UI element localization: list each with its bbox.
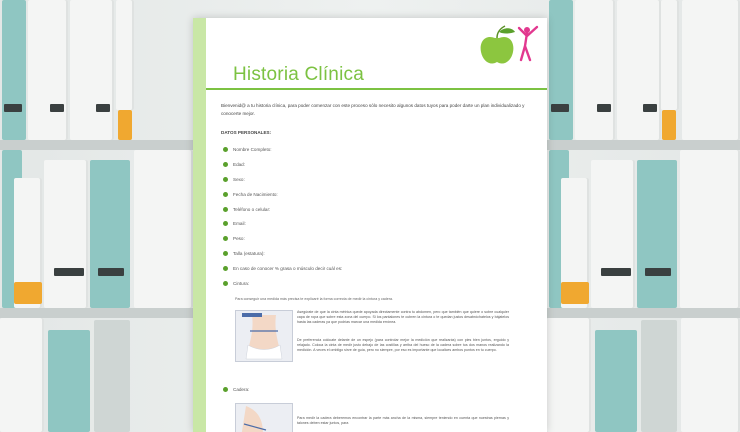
apple-figure-logo (475, 22, 545, 68)
field-label: Teléfono o celular: (233, 207, 271, 212)
hip-figure (235, 403, 293, 432)
shelf (0, 140, 193, 150)
page-accent-strip (193, 18, 206, 432)
binder (595, 330, 637, 432)
binder (591, 160, 635, 308)
title-divider (206, 88, 547, 90)
field-label: Cadera: (233, 387, 250, 392)
waist-instructions-1: Asegúrate de que la cinta métrica quede apoyada directamente contra tu abdomen, pero que también que quiere o sobre cualquier capa de ropa que sobre esta zona del cuerpo. Si los pantalones te cubren la cintura o te quedan justos desabróchatelos y bájatelos hasta las caderas ya que podrías marcar una medida errónea. (297, 310, 509, 324)
binder (549, 0, 573, 140)
binder-label (645, 268, 671, 276)
binder-label (551, 104, 569, 112)
binder (44, 160, 88, 308)
bullet-icon (223, 387, 228, 392)
binder-label (597, 104, 611, 112)
field-label: Edad: (233, 162, 246, 167)
binder (561, 282, 589, 304)
binder (641, 320, 677, 432)
binder (547, 318, 591, 432)
bullet-icon (223, 147, 228, 152)
bullet-icon (223, 236, 228, 241)
bullet-icon (223, 221, 228, 226)
bullet-icon (223, 192, 228, 197)
bullet-icon (223, 281, 228, 286)
binder (662, 110, 676, 140)
binder (94, 320, 130, 432)
measurement-intro: Para conseguir una medida más precisa te explicaré la forma correcta de medir la cintura y cadera. (235, 297, 394, 301)
shelf (547, 308, 740, 318)
bullet-icon (223, 162, 228, 167)
field-label: En caso de conocer % grasa o músculo decir cuál es: (233, 266, 343, 271)
hip-illustration (236, 404, 292, 432)
shelf (547, 140, 740, 150)
section-heading: DATOS PERSONALES: (221, 130, 272, 135)
intro-text: Bienvenid@ a tu historia clínica, para poder comenzar con este proceso sólo necesito algunos datos tuyos para poder darte un plan individualizado y conocerte mejor. (221, 103, 525, 116)
binder (90, 160, 130, 308)
binder-label (96, 104, 110, 112)
binder (116, 0, 134, 110)
binder (682, 0, 740, 140)
clinical-history-page (193, 18, 547, 432)
figure-tag (242, 313, 262, 317)
binder-label (643, 104, 657, 112)
binder (70, 0, 114, 140)
binder (134, 150, 193, 308)
waist-illustration (236, 311, 292, 361)
field-label: Fecha de Nacimiento: (233, 192, 278, 197)
binder (14, 282, 42, 304)
field-label: Email: (233, 221, 246, 226)
binder (681, 318, 740, 432)
bullet-icon (223, 177, 228, 182)
field-label: Talla (estatura): (233, 251, 265, 256)
binder (28, 0, 68, 140)
field-label: Peso: (233, 236, 245, 241)
binder (637, 160, 677, 308)
bullet-icon (223, 207, 228, 212)
waist-instructions-2: De preferencia colócate delante de un espejo (para controlar mejor la medición que realizarás) con pies bien juntos, erguido y relajado. Coloca la cinta de medir justo debajo de las costillas y arriba del hueso de la cadera sobre tus dos manos realizando la medición. A veces el ombligo sirve de guía, pero no siempre, por eso es importante que localices ambos puntos en tu cuerpo. (297, 338, 509, 352)
binder (48, 330, 90, 432)
binder (575, 0, 615, 140)
binder (661, 0, 679, 110)
bullet-icon (223, 266, 228, 271)
binder (0, 318, 44, 432)
field-label: Nombre Completo: (233, 147, 272, 152)
binder-label (601, 268, 631, 276)
shelf (0, 308, 193, 318)
field-label: Cintura: (233, 281, 250, 286)
binder-label (50, 104, 64, 112)
binder (118, 110, 132, 140)
binder-label (4, 104, 22, 112)
binder (680, 150, 740, 308)
page-title: Historia Clínica (233, 64, 364, 85)
waist-figure (235, 310, 293, 362)
binder-label (98, 268, 124, 276)
binder-label (54, 268, 84, 276)
binder (2, 0, 26, 140)
bullet-icon (223, 251, 228, 256)
hip-instructions: Para medir la cadera deberemos encontrar la parte más ancha de la misma, siempre teniendo en cuenta que nuestras piernas y talones deben estar juntos, para (297, 416, 509, 425)
binder (617, 0, 661, 140)
field-label: Sexo: (233, 177, 245, 182)
